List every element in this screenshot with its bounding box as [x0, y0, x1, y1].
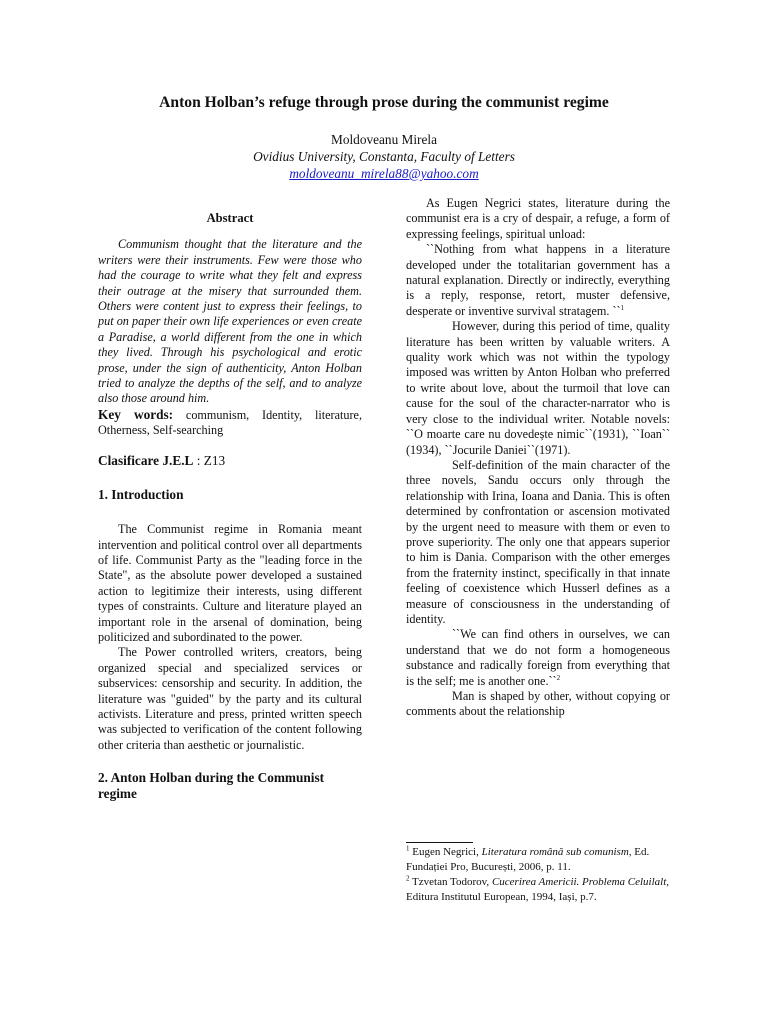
keywords-label: Key words: [98, 406, 174, 422]
section-heading-holban: 2. Anton Holban during the Communist regime [98, 770, 325, 802]
right-column [406, 196, 670, 720]
keywords [98, 407, 362, 439]
quote-negrici-text: ``Nothing from what happens in a literature developed under the totalitarian government has a natural explanation. Directly or indirectly, everything is a reply, response, retort, muster defensive, desperate or inventive survival stratagem. `` [406, 242, 670, 318]
footnote-ref-1[interactable]: 1 [620, 303, 625, 312]
left-column [98, 211, 362, 802]
abstract-heading: Abstract [206, 211, 254, 225]
intro-paragraph-2: The Power controlled writers, creators, being organized special and specialized services or subservices: censorship and security. In addition, the literature was "guided" by the party and its cultural activists. Literature and press, printed written speech was subjected to verification of the content following other criteria than aesthetic or journalistic. [98, 645, 362, 752]
jel-value: : Z13 [196, 452, 226, 468]
author-email[interactable] [0, 166, 768, 182]
footnote-1-number: 1 [406, 844, 410, 853]
keywords-list: communism, Identity, literature, Otherness, Self-searching [98, 407, 363, 438]
right-paragraph-2: However, during this period of time, quality literature has been written by valuable writers. A quality work which was not within the typology imposed was written by Anton Holban who preferred to write about love, about the turmoil that love can cause for the soul of the character-narrator who is very close to the individual writer. Notable novels: ``O moarte care nu dovedește nimic``(1931), ``Ioan`` (1934), ``Jocurile Daniei``(1971). [406, 319, 670, 457]
section-heading-introduction: 1. Introduction [98, 487, 184, 503]
footnote-2-title: Cucerirea Americii. Problema Celuilalt, [491, 876, 670, 888]
intro-paragraph-1: The Communist regime in Romania meant intervention and political control over all departments of life. Communist Party as the "leading force in the State", as the absolute power developed a sustained action to legitimize their interests, using different types of constraints. Culture and literature played an important role in the arsenal of domination, being politicized and subordinated to the power. [98, 522, 362, 644]
footnote-2-publisher: Editura Institutul European, 1994, Iași, p.7. [406, 891, 597, 903]
right-paragraph-3: Self-definition of the main character of the three novels, Sandu occurs only through the relationship with Irina, Ioana and Dania. This is often determined by confrontation or ascension motivated by the urgent need to measure with them or even to prove superiority. The only one that appears superior to him is Dania. Comparison with the other emerges from the fraternity instinct, specifically in that innate feeling of coexistence which Husserl defines as a measure of consciousness in the understanding of identity. [406, 457, 670, 626]
right-paragraph-1: As Eugen Negrici states, literature during the communist era is a cry of despair, a refuge, a form of expressing feelings, spiritual unload: [406, 196, 670, 241]
footnote-1-title: Literatura română sub comunism, [481, 846, 632, 858]
quote-todorov [406, 627, 670, 689]
footnote-1-author: Eugen Negrici, [409, 846, 482, 858]
footnotes [406, 845, 670, 905]
email-link[interactable]: moldoveanu_mirela88@yahoo.com [289, 166, 479, 181]
footnote-2 [406, 875, 670, 905]
author-affiliation: Ovidius University, Constanta, Faculty of Letters [253, 149, 515, 164]
quote-negrici [406, 242, 670, 319]
footnote-separator [406, 842, 473, 843]
footnote-2-number: 2 [406, 874, 410, 883]
paper-title: Anton Holban’s refuge through prose during the communist regime [159, 94, 609, 111]
footnote-1-publisher: Ed. Fundației Pro, București, 2006, p. 11. [406, 846, 650, 873]
footnote-2-author: Tzvetan Todorov, [409, 876, 492, 888]
abstract-text: Communism thought that the literature and the writers were their instruments. Few were those who had the courage to write what they felt and express their outrage at the misery that surrounded them. Others were content just to express their feelings, to put on paper their own life experiences or even create a Paradise, a world different from the one in which they lived. Through his psychological and erotic prose, under the sign of authenticity, Anton Holban tried to analyze the depths of the self, and to analyze also those around him. [98, 237, 362, 406]
right-paragraph-4: Man is shaped by other, without copying or comments about the relationship [406, 689, 670, 719]
footnote-ref-2[interactable]: 2 [556, 673, 561, 682]
quote-todorov-text: ``We can find others in ourselves, we can understand that we do not form a homogeneous substance and radically foreign from everything that is the self; me is another one.`` [406, 627, 670, 688]
author-name: Moldoveanu Mirela [331, 132, 437, 147]
footnote-1 [406, 845, 670, 875]
jel-label: Clasificare J.E.L [98, 452, 194, 468]
jel-classification [98, 453, 362, 468]
